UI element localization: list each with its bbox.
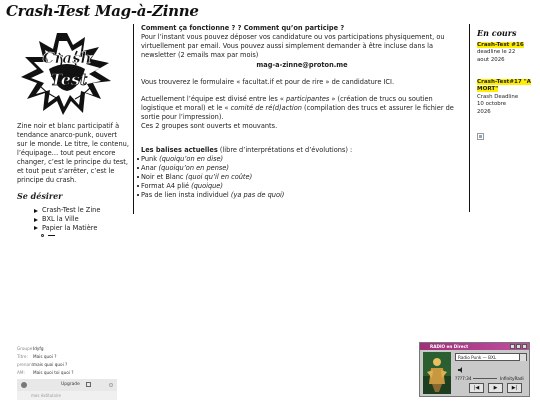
widget-secondary-bar: mes éxtitulaire xyxy=(17,391,117,400)
widget-row: Groupe: Idyfg xyxy=(17,346,44,351)
next-button[interactable]: ▶| xyxy=(507,383,522,393)
issue-17[interactable] xyxy=(477,79,537,116)
nav-item-label: Papier la Matière xyxy=(42,224,98,232)
participation-paragraph: Pour l’instant vous pouvez déposer vos candidature ou vos participations physiquement, ou virtuellement par email. Vous pouvez aussi simplement demander à être incluse dans la newsletter (2 emails max par mois) xyxy=(141,32,445,59)
circle-bullet-icon xyxy=(41,234,44,237)
dash-icon xyxy=(48,235,55,236)
radio-player xyxy=(419,342,530,397)
groups-paragraph: Ces 2 groupes sont ouverts et mouvants. xyxy=(141,121,278,130)
radio-artwork xyxy=(423,352,451,394)
radio-title: RADIO en Direct xyxy=(430,343,469,349)
chevron-down-icon[interactable] xyxy=(519,354,526,361)
main-content xyxy=(141,24,463,200)
progress-track[interactable] xyxy=(473,378,497,379)
user-icon xyxy=(21,382,27,388)
issue-deadline: aout 2026 xyxy=(477,56,505,63)
nav-list xyxy=(34,206,129,233)
circle-icon[interactable] xyxy=(109,383,113,387)
previous-button[interactable]: |◀ xyxy=(469,383,484,393)
issue-title[interactable]: Crash-Test#17 "A MORT" xyxy=(477,78,531,93)
artwork-image xyxy=(423,352,451,394)
widget-toolbar xyxy=(17,379,117,391)
speaker-icon[interactable] xyxy=(458,367,466,373)
triangle-right-icon xyxy=(34,226,38,230)
nav-item-ville[interactable] xyxy=(34,215,129,224)
time-readout: ?7?7:34 xyxy=(455,376,472,381)
nav-item-label: BXL la Ville xyxy=(42,215,79,224)
nav-item-matiere[interactable] xyxy=(34,224,129,233)
issue-deadline: 2026 xyxy=(477,108,491,115)
desires-heading: Se désirer xyxy=(17,190,63,201)
faq-question: Comment ça fonctionne ? ? Comment qu’on participe ? xyxy=(141,24,345,32)
balises-heading: Les balises actuelles (libre d’interprétations et d’évolutions) : xyxy=(141,145,353,154)
issue-deadline: deadline le 22 xyxy=(477,49,516,56)
balises-list xyxy=(141,155,463,200)
issue-16[interactable] xyxy=(477,42,537,64)
list-item: Pas de lien insta individuel (ya pas de quoi) xyxy=(141,191,463,200)
broken-image-icon[interactable] xyxy=(477,133,484,140)
sub-nav-indicator[interactable] xyxy=(41,234,129,237)
radio-titlebar xyxy=(420,343,529,350)
email-link[interactable]: mag-a-zinne@proton.me xyxy=(256,60,348,69)
track-name: InfinityRadi xyxy=(500,376,524,381)
close-icon[interactable] xyxy=(522,344,527,349)
play-button[interactable]: ▶ xyxy=(488,383,503,393)
upgrade-button[interactable]: Upgrade xyxy=(61,382,80,388)
list-item: Anar (quoiqu’on en pense) xyxy=(141,164,463,173)
divider-left xyxy=(133,24,134,214)
station-select[interactable]: Radio Punk — BXL xyxy=(455,353,527,361)
embed-widget xyxy=(17,345,117,400)
nav-item-zine[interactable] xyxy=(34,206,129,215)
widget-row: prenant: mais quoi quoi ? xyxy=(17,361,68,367)
issue-title[interactable]: Crash-Test #16 xyxy=(477,41,524,48)
sidebar xyxy=(17,29,129,237)
nav-item-label: Crash-Test le Zine xyxy=(42,206,101,215)
list-item: Noir et Blanc (quoi qu’il en coûte) xyxy=(141,173,463,182)
form-paragraph[interactable]: Vous trouverez le formulaire « facultat.if et pour de rire » de candidature ICI. xyxy=(141,77,395,86)
maximize-icon[interactable] xyxy=(516,344,521,349)
widget-row: Titre: Mais quoi ? xyxy=(17,353,57,359)
team-paragraph: Actuellement l’équipe est divisé entre les « participantes » (création de trucs ou soutien logistique et moral) et le « comité de ré(d)action (compilation des trucs et assurer le fichier de sortie pour l’impression). xyxy=(141,94,454,121)
intro-text: Zine noir et blanc participatif à tendance anarco-punk, ouvert sur le monde. Le titre, le contenu, l’équipage… tout peut encore changer, c’est le principe du test, et tout peut s’arrêter, c’est le principe du crash. xyxy=(17,122,129,184)
triangle-right-icon xyxy=(34,209,38,213)
site-title[interactable]: Crash-Test Mag-à-Zinne xyxy=(6,2,199,20)
external-link-icon[interactable] xyxy=(86,382,91,387)
playback-controls xyxy=(469,383,522,393)
divider-right xyxy=(469,24,470,212)
logo-word-test: Test xyxy=(50,70,88,89)
logo-graphic xyxy=(19,29,115,119)
logo-word-crash: Crash xyxy=(42,49,92,67)
issue-deadline: Crash Deadline xyxy=(477,94,519,101)
right-sidebar xyxy=(477,28,537,140)
widget-row: AM: Mais quoi toi quoi ? xyxy=(17,369,74,375)
en-cours-heading: En cours xyxy=(477,28,517,38)
issue-deadline: 10 octobre xyxy=(477,101,507,108)
crash-test-logo[interactable] xyxy=(19,29,115,119)
triangle-right-icon xyxy=(34,218,38,222)
minimize-icon[interactable] xyxy=(510,344,515,349)
list-item: Format A4 plié (quoique) xyxy=(141,182,463,191)
list-item: Punk (quoiqu’on en dise) xyxy=(141,155,463,164)
